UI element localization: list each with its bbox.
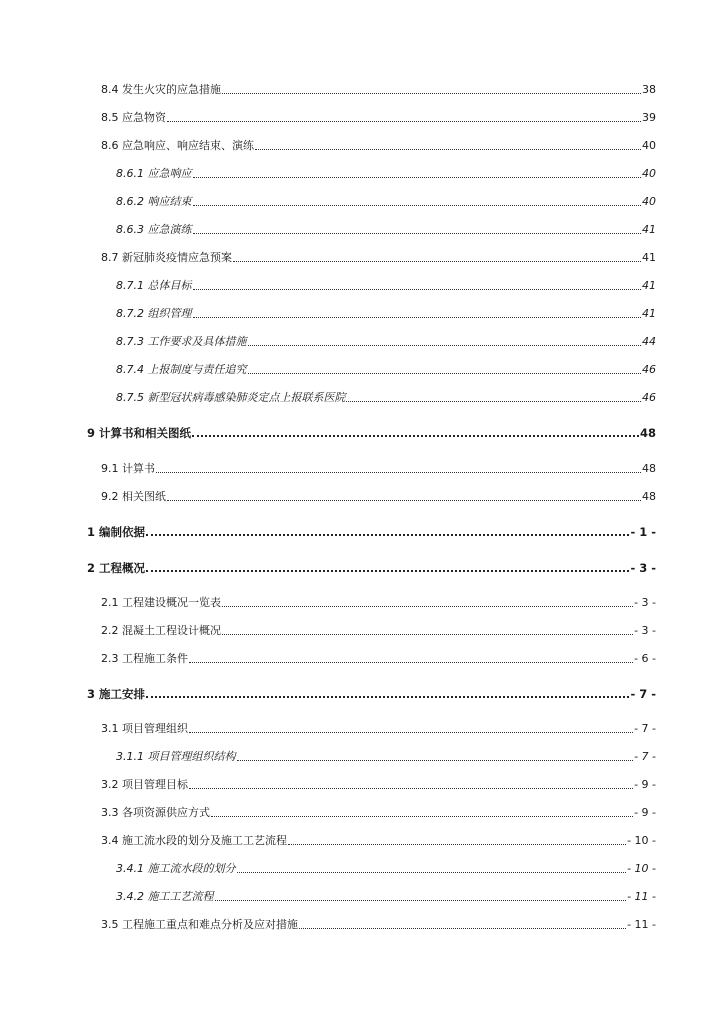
toc-entry-label: 2.2 混凝土工程设计概况 [101,624,221,637]
toc-entry-label: 3.4.1 施工流水段的划分 [116,862,236,875]
toc-leader-dots [156,471,641,473]
toc-entry-label: 3.2 项目管理目标 [101,778,188,791]
toc-entry[interactable] [116,331,656,349]
toc-entry-label: 9 计算书和相关图纸 [87,426,192,440]
toc-entry-label: 8.6.1 应急响应 [116,167,192,180]
toc-page-number: 41 [642,223,656,236]
toc-entry-label: 3.5 工程施工重点和难点分析及应对措施 [101,918,298,931]
toc-page-number: 48 [639,426,656,440]
toc-leader-dots [189,787,633,789]
toc-leader-dots [193,288,642,290]
toc-page-number: - 9 - [634,778,656,791]
toc-page-number: 39 [642,111,656,124]
toc-leader-dots [211,815,633,817]
toc-page-number: - 10 - [627,834,656,847]
toc-page-number: - 1 - [630,525,656,539]
toc-page-number: - 3 - [634,596,656,609]
toc-page-number: - 7 - [634,722,656,735]
toc-entry[interactable] [101,774,656,792]
toc-leader-dots [233,260,641,262]
toc-entry[interactable] [101,718,656,736]
toc-entry-label: 8.7.4 上报制度与责任追究 [116,363,247,376]
toc-chapter-entry[interactable] [87,683,656,701]
toc-page-number: 46 [642,363,656,376]
toc-entry-label: 2.3 工程施工条件 [101,652,188,665]
toc-entry[interactable] [101,648,656,666]
toc-entry[interactable] [116,163,656,181]
toc-leader-dots [222,605,633,607]
toc-page-number: 41 [642,279,656,292]
toc-page-number: 44 [642,335,656,348]
toc-entry[interactable] [101,458,656,476]
toc-page-number: 40 [642,195,656,208]
toc-page-number: 48 [642,462,656,475]
toc-entry-label: 8.7.5 新型冠状病毒感染肺炎定点上报联系医院 [116,391,346,404]
toc-chapter-entry[interactable] [87,521,656,539]
toc-leader-dots [248,372,642,374]
toc-entry[interactable] [101,592,656,610]
toc-page-number: - 7 - [630,687,656,701]
toc-page-number: 40 [642,167,656,180]
toc-leader-dots [248,344,642,346]
toc-page-number: 41 [642,307,656,320]
toc-entry-label: 3.1 项目管理组织 [101,722,188,735]
toc-page-number: - 6 - [634,652,656,665]
toc-entry-label: 8.4 发生火灾的应急措施 [101,83,221,96]
toc-page-number: - 10 - [627,862,656,875]
toc-leader-dots [222,92,641,94]
toc-entry-label: 8.5 应急物资 [101,111,166,124]
toc-entry[interactable] [101,914,656,932]
toc-entry-label: 1 编制依据 [87,525,146,539]
toc-entry-label: 3 施工安排 [87,687,146,701]
toc-entry[interactable] [116,219,656,237]
toc-leader-dots [167,499,641,501]
toc-entry[interactable] [116,387,656,405]
toc-leader-dots [146,569,629,572]
toc-entry[interactable] [116,275,656,293]
toc-leader-dots [237,871,627,873]
toc-page-number: - 3 - [634,624,656,637]
toc-entry-label: 3.4 施工流水段的划分及施工工艺流程 [101,834,287,847]
toc-entry[interactable] [116,359,656,377]
toc-entry-label: 8.6.2 响应结束 [116,195,192,208]
toc-entry-label: 8.7.1 总体目标 [116,279,192,292]
toc-chapter-entry[interactable] [87,557,656,575]
toc-entry[interactable] [116,303,656,321]
toc-leader-dots [192,434,639,437]
toc-page-number: - 7 - [634,750,656,763]
toc-entry-label: 8.7.3 工作要求及具体措施 [116,335,247,348]
toc-page-number: - 11 - [627,890,656,903]
toc-entry-label: 3.4.2 施工工艺流程 [116,890,214,903]
toc-page-number: 38 [642,83,656,96]
toc-leader-dots [146,533,629,536]
toc-leader-dots [189,661,633,663]
toc-leader-dots [346,400,641,402]
toc-leader-dots [299,927,626,929]
toc-entry[interactable] [101,79,656,97]
toc-entry[interactable] [101,486,656,504]
toc-entry[interactable] [101,620,656,638]
toc-leader-dots [288,843,626,845]
toc-entry-label: 2.1 工程建设概况一览表 [101,596,221,609]
toc-entry-label: 8.7.2 组织管理 [116,307,192,320]
toc-entry[interactable] [116,886,656,904]
toc-page-number: 41 [642,251,656,264]
toc-entry-label: 8.6.3 应急演练 [116,223,192,236]
toc-leader-dots [193,204,642,206]
toc-entry[interactable] [101,247,656,265]
toc-entry-label: 9.2 相关图纸 [101,490,166,503]
toc-entry-label: 9.1 计算书 [101,462,155,475]
toc-leader-dots [193,316,642,318]
toc-entry[interactable] [101,135,656,153]
toc-leader-dots [193,232,642,234]
toc-leader-dots [193,176,642,178]
toc-entry-label: 3.1.1 项目管理组织结构 [116,750,236,763]
toc-leader-dots [146,695,629,698]
toc-entry[interactable] [116,746,656,764]
toc-page-number: 46 [642,391,656,404]
toc-leader-dots [189,731,633,733]
toc-page-number: - 9 - [634,806,656,819]
toc-page-number: 48 [642,490,656,503]
toc-chapter-entry[interactable] [87,422,656,440]
toc-entry-label: 8.6 应急响应、响应结束、演练 [101,139,254,152]
toc-entry-label: 2 工程概况 [87,561,146,575]
toc-entry[interactable] [116,858,656,876]
toc-entry[interactable] [116,191,656,209]
toc-entry-label: 8.7 新冠肺炎疫情应急预案 [101,251,232,264]
toc-page-number: 40 [642,139,656,152]
toc-leader-dots [255,148,641,150]
toc-leader-dots [222,633,633,635]
toc-leader-dots [167,120,641,122]
toc-leader-dots [237,759,634,761]
toc-entry-label: 3.3 各项资源供应方式 [101,806,210,819]
toc-page-number: - 3 - [630,561,656,575]
toc-entry[interactable] [101,107,656,125]
toc-entry[interactable] [101,802,656,820]
toc-entry[interactable] [101,830,656,848]
toc-leader-dots [215,899,627,901]
toc-page-number: - 11 - [627,918,656,931]
